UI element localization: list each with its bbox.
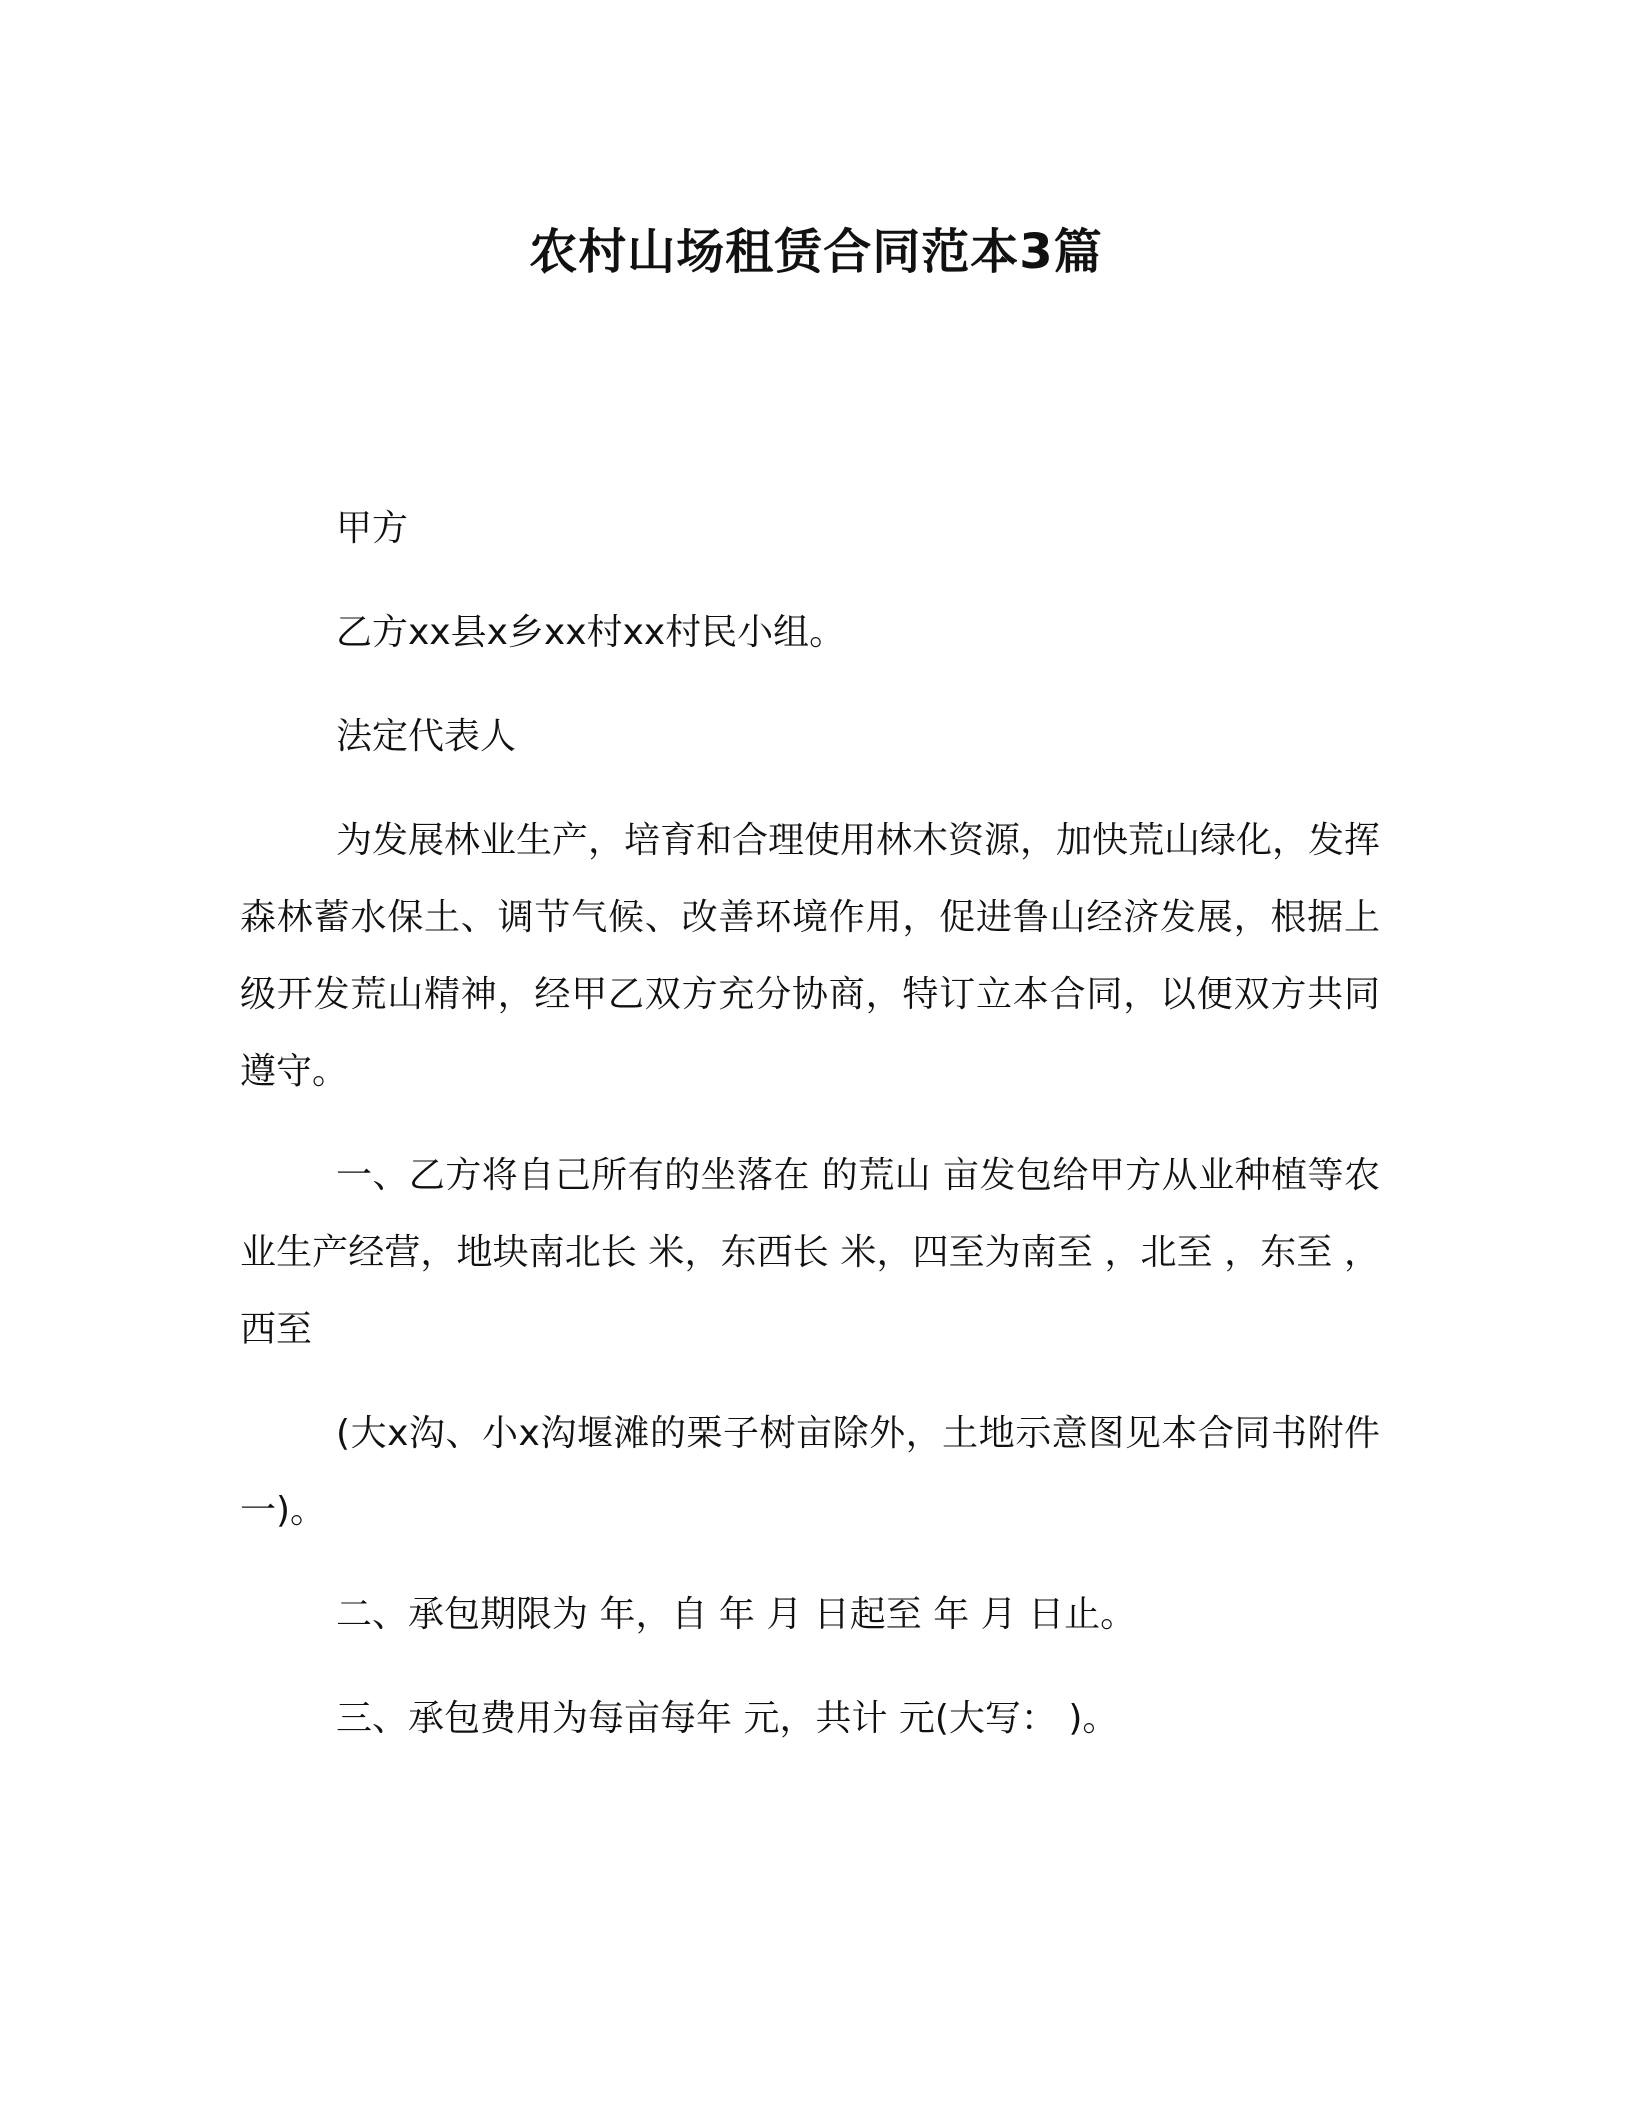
party-a-line: 甲方	[336, 508, 409, 549]
clause-1-note-paragraph: (大x沟、小x沟堰滩的栗子树亩除外，土地示意图见本合同书附件一)。	[240, 1413, 1380, 1531]
clause-2-paragraph: 二、承包期限为 年，自 年 月 日起至 年 月 日止。	[336, 1594, 1137, 1635]
document-body	[240, 490, 1380, 1784]
party-b-line: 乙方xx县x乡xx村xx村民小组。	[336, 612, 846, 653]
document-title: 农村山场租赁合同范本3篇	[529, 224, 1103, 280]
clause-1-paragraph: 一、乙方将自己所有的坐落在 的荒山 亩发包给甲方从业种植等农业生产经营，地块南北长 米，东西长 米，四至为南至 ，北至 ，东至 ，西至	[240, 1155, 1380, 1350]
preamble-paragraph: 为发展林业生产，培育和合理使用林木资源，加快荒山绿化，发挥森林蓄水保土、调节气候、改善环境作用，促进鲁山经济发展，根据上级开发荒山精神，经甲乙双方充分协商，特订立本合同，以便双方共同遵守。	[240, 820, 1381, 1092]
clause-3-paragraph: 三、承包费用为每亩每年 元，共计 元(大写： )。	[336, 1698, 1119, 1739]
legal-representative-line: 法定代表人	[336, 716, 517, 757]
